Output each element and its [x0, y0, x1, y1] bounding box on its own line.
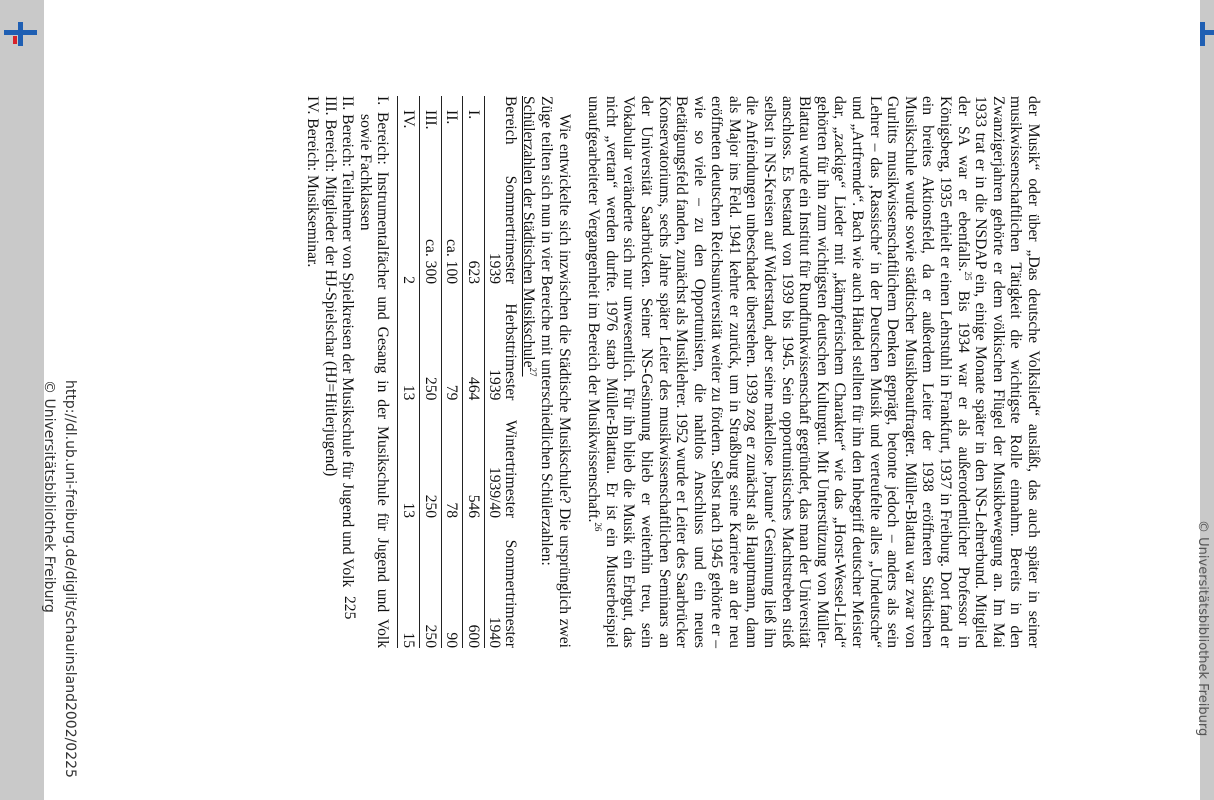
footnote-ref-25: 25: [962, 271, 973, 281]
table-note: IV. Bereich: Musikseminar.: [304, 96, 322, 268]
table-note: I. Bereich: Instrumentalfächer und Gesang in der Musikschule für Jugend und Volk sowie Fachklassen: [356, 96, 392, 648]
table-cell: 78: [441, 400, 463, 518]
table-cell: 250: [420, 518, 442, 648]
scanned-page: [41, 0, 1210, 800]
table-cell: 2: [398, 154, 420, 284]
table-cell: 90: [441, 518, 463, 648]
page-number: 225: [341, 596, 358, 620]
table-row: [398, 96, 420, 648]
table-note: III. Bereich: Mitglieder der HJ-Spielschar (HJ=Hitlerjugend): [321, 96, 339, 477]
table-cell: I.: [463, 96, 485, 154]
table-cell: 623: [463, 154, 485, 284]
table-cell: 13: [398, 284, 420, 400]
table-cell: 464: [463, 284, 485, 400]
footer-copyright: © Universitätsbibliothek Freiburg: [41, 380, 57, 613]
left-viewer-margin: [0, 0, 44, 800]
table-cell: II.: [441, 96, 463, 154]
footnote-ref-26: 26: [593, 522, 604, 532]
table-cell: 13: [398, 400, 420, 518]
page-body: [303, 96, 1042, 648]
header-cell: Sommertrimester 1939: [485, 175, 519, 285]
table-cell: 600: [463, 518, 485, 648]
university-logo-icon-right: [1200, 22, 1214, 46]
table-row: [441, 96, 463, 648]
table-note: II. Bereich: Teilnehmer von Spielkreisen der Musikschule für Jugend und Volk: [339, 96, 357, 588]
table-cell: 546: [463, 400, 485, 518]
header-cell: Herbsttrimester 1939: [485, 303, 519, 401]
paragraph-2: Wie entwickelte sich inzwischen die Städtische Musikschule? Die ursprünglich zwei Züge teilten sich nun in vier Bereiche mit unterschiedlichen Schülerzahlen:: [537, 96, 573, 648]
table-notes: [303, 96, 391, 648]
header-cell: Bereich: [501, 96, 519, 145]
table-cell: III.: [420, 96, 442, 154]
table-cell: 79: [441, 284, 463, 400]
header-cell: Wintertrimester 1939/40: [485, 419, 519, 519]
table-cell: ca. 100: [441, 154, 463, 284]
table-cell: 250: [420, 284, 442, 400]
table-cell: 250: [420, 400, 442, 518]
table-header-row: [484, 96, 518, 648]
table-cell: 15: [398, 518, 420, 648]
watermark: © Universitätsbibliothek Freiburg: [1195, 520, 1210, 737]
paragraph-1: der Musik“ oder über „Das deutsche Volkslied“ ausläßt, das auch später in seiner musikwissenschaftlichen Tätigkeit die wichtigste Rolle einnahm. Bereits in den Zwanzigerjahren gehörte er dem völkischen Flügel der Musikbewegung an. Im Mai 1933 trat er in die NSDAP ein, einige Monate später in den NS-Lehrerbund. Mitglied der SA war er ebenfalls.$^{25}$ Bis 1934 war er als außerordentlicher Professor in Königsberg, 1935 erhielt er einen Lehrstuhl in Frankfurt, 1937 in Freiburg. Dort fand er ein breites Aktionsfeld, da er außerdem Leiter der 1938 eröffneten Städtischen Musikschule wurde sowie städtischer Musikbeauftragter. Müller-Blattau war zwar von Gurlitts musikwissenschaftlichem Denken geprägt, betonte jedoch – anders als sein Lehrer – das ‚Rassische‘ in der Deutschen Musik und verteufelte alles „Undeutsche“ und „Artfremde“. Bach wie auch Händel stellten für ihn den Inbegriff deutscher Meister dar, „zackige“ Lieder mit „kämpferischem Charakter“ wie das „Horst-Wessel-Lied“ gehörten für ihn zum wichtigsten deutschen Kulturgut. Mit Unterstützung von Müller-Blattau wurde ein Institut für Rundfunkwissenschaft gegründet, das man der Universität anschloss. Es bestand von 1939 bis 1945. Sein opportunistisches Machtstreben stieß selbst in NS-Kreisen auf Widerstand, aber seine makellose ‚braune‘ Gesinnung ließ ihn die Anfeindungen unbeschadet überstehen. 1939 zog er zunächst als Hauptmann, dann als Major ins Feld. 1941 kehrte er zurück, um in Straßburg seine Karriere an der neu eröffneten deutschen Reichsuniversität weiter zu fördern. Selbst nach 1945 gehörte er – wie so viele – zu den Opportunisten, die nahtlos Anschluss und ein neues Betätigungsfeld fanden, zunächst als Musiklehrer. 1952 wurde er Leiter des Saarbrücker Konservatoriums, sechs Jahre später Leiter des musikwissenschaftlichen Seminars an der Universität Saarbrücken. Seiner NS-Gesinnung blieb er weiterhin treu, sein Vokabular veränderte sich nur unwesentlich. Für ihn blieb die Musik ein Erbgut, das nicht „vertan“ werden durfte. 1976 starb Müller-Blattau. Er ist ein Musterbeispiel unaufgearbeiteter Vergangenheit im Bereich der Musikwissenschaft.$^{26}$: [585, 96, 1042, 649]
table-cell: IV.: [398, 96, 420, 154]
student-count-table: [397, 96, 517, 648]
footnote-ref-27: 27: [528, 367, 539, 377]
footer-url[interactable]: http://dl.ub.uni-freiburg.de/diglit/schauinsland2002/0225: [62, 380, 78, 778]
table-row: [420, 96, 442, 648]
university-logo-icon: [4, 22, 40, 46]
table-title: Schülerzahlen der Städtischen Musikschule$^{27}$: [520, 96, 539, 377]
table-cell: ca. 300: [420, 154, 442, 284]
table-row: [463, 96, 485, 648]
header-cell: Sommertrimester 1940: [485, 539, 519, 648]
rotated-page-content: [41, 0, 1210, 800]
